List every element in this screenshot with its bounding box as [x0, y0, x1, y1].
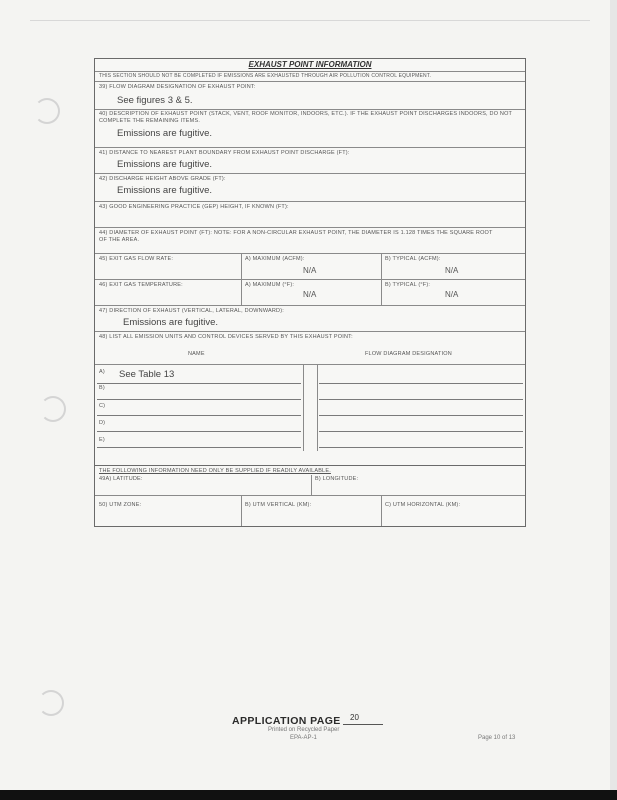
location-form [94, 465, 526, 527]
row-name[interactable]: See Table 13 [119, 369, 175, 380]
column-name-header: NAME [188, 351, 205, 357]
row-flow-line [319, 383, 523, 384]
footer-page-of: Page 10 of 13 [478, 735, 516, 741]
form-title: EXHAUST POINT INFORMATION [248, 60, 372, 69]
row-name-line [97, 415, 301, 416]
q45b-value[interactable]: N/A [445, 266, 459, 275]
row-name-line [97, 431, 301, 432]
scan-top-line [30, 20, 590, 21]
q40-label: 40) DESCRIPTION OF EXHAUST POINT (STACK, VENT, ROOF MONITOR, INDOORS, ETC.). IF THE EXHAUST POINT DISCHARGES INDOORS, DO NOT COMPLETE THE REMAINING ITEMS. [99, 111, 513, 124]
column-flow-header: FLOW DIAGRAM DESIGNATION [365, 351, 452, 357]
q42-value[interactable]: Emissions are fugitive. [117, 185, 213, 196]
row-letter: C) [99, 403, 106, 409]
q45a-label: A) MAXIMUM (ACFM): [245, 256, 305, 262]
row-letter: D) [99, 420, 106, 426]
footer-printed-on: Printed on Recycled Paper [268, 727, 340, 733]
row-letter: B) [99, 385, 105, 391]
q41-value[interactable]: Emissions are fugitive. [117, 159, 213, 170]
row-letter: E) [99, 437, 105, 443]
q49a-label: 49A) LATITUDE: [99, 476, 143, 482]
row-name-line [97, 447, 301, 448]
footer-page-number-line [343, 724, 383, 725]
binder-hole-top [34, 98, 60, 124]
q46b-label: B) TYPICAL (°F): [385, 282, 431, 288]
row-name-line [97, 399, 301, 400]
q45b-label: B) TYPICAL (ACFM): [385, 256, 441, 262]
binder-hole-bottom [38, 690, 64, 716]
q49b-label: B) LONGITUDE: [315, 476, 359, 482]
row-flow-line [319, 399, 523, 400]
q50-label: 50) UTM ZONE: [99, 502, 142, 508]
q50b-label: B) UTM VERTICAL (KM): [245, 502, 312, 508]
q39-value[interactable]: See figures 3 & 5. [117, 95, 193, 106]
q47-label: 47) DIRECTION OF EXHAUST (VERTICAL, LATERAL, DOWNWARD): [99, 308, 284, 314]
exhaust-point-form [94, 58, 526, 467]
q46a-value[interactable]: N/A [303, 290, 317, 299]
q45a-value[interactable]: N/A [303, 266, 317, 275]
q46-label: 46) EXIT GAS TEMPERATURE: [99, 282, 183, 288]
q46b-value[interactable]: N/A [445, 290, 459, 299]
q44-label: 44) DIAMETER OF EXHAUST POINT (FT): NOTE: FOR A NON-CIRCULAR EXHAUST POINT, THE DIAMETER IS 1.128 TIMES THE SQUARE ROOT OF THE AREA. [99, 230, 493, 243]
binder-hole-middle [40, 396, 66, 422]
q45-label: 45) EXIT GAS FLOW RATE: [99, 256, 174, 262]
q40-value[interactable]: Emissions are fugitive. [117, 128, 213, 139]
footer-form-code: EPA-AP-1 [290, 735, 317, 741]
row-name-line [97, 383, 301, 384]
footer-title: APPLICATION PAGE [232, 715, 341, 727]
availability-note: THE FOLLOWING INFORMATION NEED ONLY BE SUPPLIED IF READILY AVAILABLE. [99, 468, 331, 474]
footer-page-number: 20 [350, 713, 359, 722]
row-flow-line [319, 415, 523, 416]
q48-label: 48) LIST ALL EMISSION UNITS AND CONTROL DEVICES SERVED BY THIS EXHAUST POINT: [99, 334, 353, 340]
q46a-label: A) MAXIMUM (°F): [245, 282, 295, 288]
q39-label: 39) FLOW DIAGRAM DESIGNATION OF EXHAUST POINT: [99, 84, 256, 90]
q47-value[interactable]: Emissions are fugitive. [123, 317, 219, 328]
q50c-label: C) UTM HORIZONTAL (KM): [385, 502, 461, 508]
q41-label: 41) DISTANCE TO NEAREST PLANT BOUNDARY FROM EXHAUST POINT DISCHARGE (FT): [99, 150, 350, 156]
row-letter: A) [99, 369, 105, 375]
row-flow-line [319, 431, 523, 432]
form-subtitle: THIS SECTION SHOULD NOT BE COMPLETED IF EMISSIONS ARE EXHAUSTED THROUGH AIR POLLUTION CONTROL EQUIPMENT. [99, 73, 432, 79]
q43-label: 43) GOOD ENGINEERING PRACTICE (GEP) HEIGHT, IF KNOWN (FT): [99, 204, 289, 210]
row-flow-line [319, 447, 523, 448]
q42-label: 42) DISCHARGE HEIGHT ABOVE GRADE (FT): [99, 176, 226, 182]
scan-bottom-bar [0, 790, 617, 800]
scan-right-edge [610, 0, 617, 790]
